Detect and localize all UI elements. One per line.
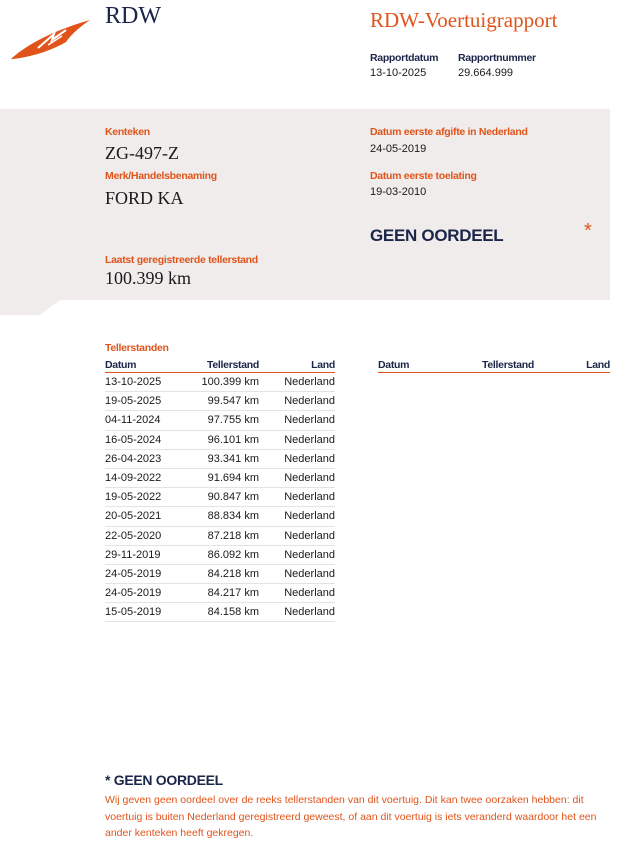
- table-row: [105, 545, 335, 564]
- reading-country: Nederland: [259, 468, 335, 487]
- reading-km: 84.158 km: [181, 603, 259, 622]
- readings-table-continued: [378, 358, 610, 373]
- reading-date: 26-04-2023: [105, 449, 181, 468]
- reading-km: 99.547 km: [181, 392, 259, 411]
- table-row: [105, 507, 335, 526]
- reading-country: Nederland: [259, 449, 335, 468]
- reading-date: 04-11-2024: [105, 411, 181, 430]
- table-row: [105, 468, 335, 487]
- reading-date: 24-05-2019: [105, 564, 181, 583]
- make-value: FORD KA: [105, 188, 184, 208]
- reading-country: Nederland: [259, 584, 335, 603]
- summary-band-tail: [0, 300, 60, 315]
- table-row: [105, 488, 335, 507]
- reading-country: Nederland: [259, 507, 335, 526]
- rdw-wing-logo-icon: [8, 18, 92, 69]
- col-header-date: Datum: [105, 358, 181, 373]
- footnote-title: * GEEN OORDEEL: [105, 772, 223, 788]
- reading-country: Nederland: [259, 526, 335, 545]
- reading-km: 88.834 km: [181, 507, 259, 526]
- reading-km: 96.101 km: [181, 430, 259, 449]
- last-reading-label: Laatst geregistreerde tellerstand: [105, 254, 258, 266]
- table-row: [105, 411, 335, 430]
- readings-header-row: [105, 358, 335, 373]
- make-label: Merk/Handelsbenaming: [105, 170, 217, 182]
- reading-date: 16-05-2024: [105, 430, 181, 449]
- reading-km: 87.218 km: [181, 526, 259, 545]
- reading-date: 13-10-2025: [105, 373, 181, 392]
- reading-date: 14-09-2022: [105, 468, 181, 487]
- table-row: [105, 373, 335, 392]
- report-date: 13-10-2025: [370, 67, 427, 79]
- reading-km: 86.092 km: [181, 545, 259, 564]
- col-header-reading: Tellerstand: [470, 358, 534, 373]
- col-header-date: Datum: [378, 358, 470, 373]
- table-row: [105, 449, 335, 468]
- report-number: 29.664.999: [458, 67, 514, 79]
- brand-name: RDW: [105, 3, 161, 29]
- verdict-text: GEEN OORDEEL: [370, 226, 504, 245]
- verdict-footnote-marker: *: [584, 220, 592, 242]
- col-header-country: Land: [534, 358, 610, 373]
- report-date-label: Rapportdatum: [370, 52, 439, 64]
- reading-date: 29-11-2019: [105, 545, 181, 564]
- table-row: [105, 564, 335, 583]
- reading-km: 91.694 km: [181, 468, 259, 487]
- reading-date: 19-05-2022: [105, 488, 181, 507]
- reading-date: 19-05-2025: [105, 392, 181, 411]
- first-admission-value: 19-03-2010: [370, 186, 427, 198]
- reading-country: Nederland: [259, 430, 335, 449]
- reading-country: Nederland: [259, 564, 335, 583]
- reading-date: 22-05-2020: [105, 526, 181, 545]
- table-row: [105, 526, 335, 545]
- readings-title: Tellerstanden: [105, 342, 169, 354]
- reading-km: 84.218 km: [181, 564, 259, 583]
- reading-country: Nederland: [259, 392, 335, 411]
- first-nl-label: Datum eerste afgifte in Nederland: [370, 126, 528, 138]
- reading-km: 90.847 km: [181, 488, 259, 507]
- reading-km: 84.217 km: [181, 584, 259, 603]
- reading-country: Nederland: [259, 373, 335, 392]
- report-number-label: Rapportnummer: [458, 52, 536, 64]
- first-nl-value: 24-05-2019: [370, 143, 427, 155]
- readings-table: [105, 358, 335, 622]
- col-header-country: Land: [259, 358, 335, 373]
- table-row: [105, 603, 335, 622]
- reading-date: 24-05-2019: [105, 584, 181, 603]
- reading-date: 15-05-2019: [105, 603, 181, 622]
- reading-country: Nederland: [259, 411, 335, 430]
- table-row: [105, 584, 335, 603]
- col-header-reading: Tellerstand: [181, 358, 259, 373]
- reading-date: 20-05-2021: [105, 507, 181, 526]
- reading-km: 97.755 km: [181, 411, 259, 430]
- plate-value: ZG-497-Z: [105, 143, 179, 163]
- reading-country: Nederland: [259, 488, 335, 507]
- reading-country: Nederland: [259, 545, 335, 564]
- reading-country: Nederland: [259, 603, 335, 622]
- first-admission-label: Datum eerste toelating: [370, 170, 477, 182]
- reading-km: 93.341 km: [181, 449, 259, 468]
- table-row: [105, 430, 335, 449]
- plate-label: Kenteken: [105, 126, 150, 138]
- footnote-text: Wij geven geen oordeel over de reeks tellerstanden van dit voertuig. Dit kan twee oorzaken hebben: dit voertuig is buiten Nederland geregistreerd geweest, of aan dit voertuig is iets veranderd waardoor het een ander kenteken heeft gekregen.: [105, 794, 597, 839]
- table-row: [105, 392, 335, 411]
- reading-km: 100.399 km: [181, 373, 259, 392]
- report-title: RDW-Voertuigrapport: [370, 8, 558, 32]
- last-reading-value: 100.399 km: [105, 268, 192, 288]
- readings-header-row: [378, 358, 610, 373]
